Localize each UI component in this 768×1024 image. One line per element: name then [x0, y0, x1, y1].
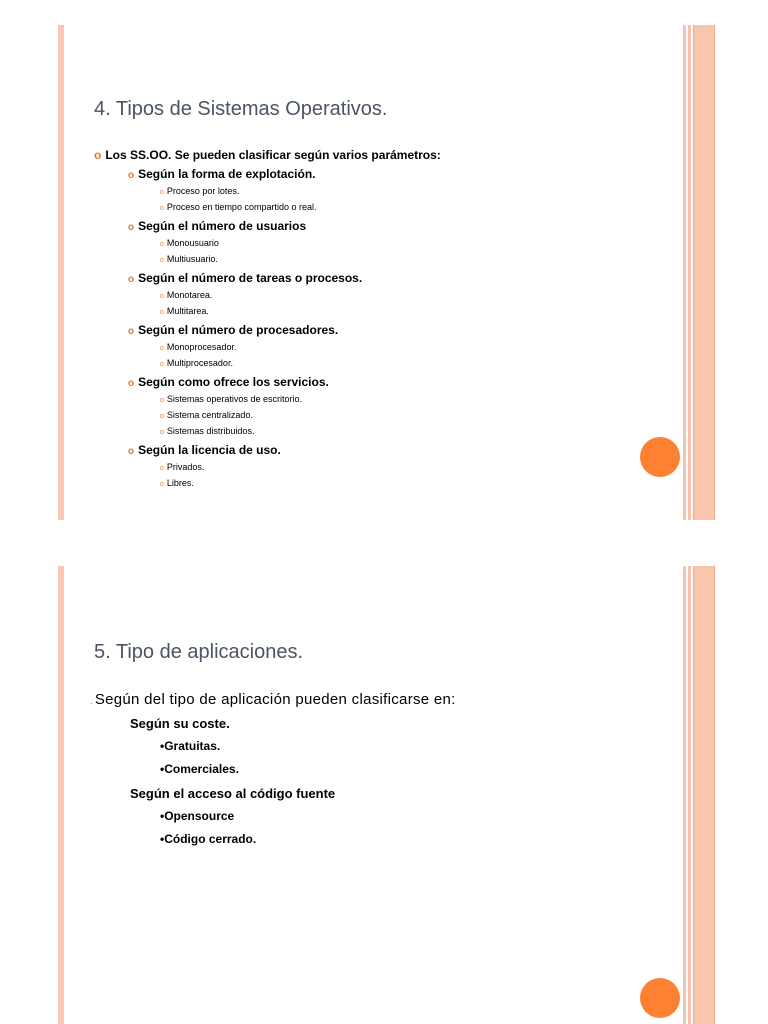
group-label: Según el número de tareas o procesos.: [138, 271, 363, 285]
circle-bullet-icon: o: [160, 257, 164, 264]
circle-bullet-icon: o: [160, 293, 164, 300]
circle-bullet-icon: o: [160, 397, 164, 404]
circle-bullet-icon: o: [94, 148, 102, 162]
list-item: [160, 184, 654, 200]
list-item: [160, 476, 654, 492]
circle-bullet-icon: o: [128, 446, 135, 457]
group-label: Según como ofrece los servicios.: [138, 375, 329, 389]
slide-title: 4. Tipos de Sistemas Operativos.: [94, 98, 388, 120]
list-item-text: Libres.: [166, 478, 194, 488]
group-items: [160, 460, 654, 492]
group-heading: [128, 270, 654, 288]
circle-bullet-icon: o: [128, 170, 135, 181]
group-heading: [128, 442, 654, 460]
intro-text: Según del tipo de aplicación pueden clasificarse en:: [94, 691, 456, 708]
group-heading: [128, 166, 654, 184]
group-items: [160, 805, 650, 851]
slide-content: [90, 690, 650, 851]
list-item-text: Monousuario: [166, 238, 219, 248]
circle-bullet-icon: o: [160, 345, 164, 352]
circle-bullet-icon: o: [160, 465, 164, 472]
circle-bullet-icon: o: [128, 326, 135, 337]
list-item: [160, 356, 654, 372]
intro-marker: .: [90, 696, 93, 706]
circle-bullet-icon: o: [160, 429, 164, 436]
group-label: Según la licencia de uso.: [138, 443, 281, 457]
application-groups: [90, 713, 650, 851]
list-item: [160, 392, 654, 408]
left-decorative-bar: [58, 25, 64, 520]
list-item: [160, 340, 654, 356]
list-item: [160, 424, 654, 440]
group-items: [160, 340, 654, 372]
classification-group: [128, 270, 654, 320]
circle-bullet-icon: o: [160, 481, 164, 488]
group-items: [160, 288, 654, 320]
list-item-text: Multiprocesador.: [166, 358, 233, 368]
list-item: [160, 236, 654, 252]
group-label: Según el número de procesadores.: [138, 323, 339, 337]
list-item: •Código cerrado.: [160, 832, 257, 846]
group-heading: Según su coste.: [130, 716, 230, 731]
list-item-text: Multitarea.: [166, 306, 209, 316]
group-items: [160, 184, 654, 216]
list-item-text: Proceso por lotes.: [166, 186, 240, 196]
group-heading: [128, 218, 654, 236]
list-item-text: Multiusuario.: [166, 254, 218, 264]
list-item: •Comerciales.: [160, 762, 239, 776]
classification-group: [128, 218, 654, 268]
group-label: Según el número de usuarios: [138, 219, 307, 233]
circle-bullet-icon: o: [160, 413, 164, 420]
group-heading: Según el acceso al código fuente: [130, 786, 336, 801]
circle-bullet-icon: o: [128, 222, 135, 233]
group-items: [160, 392, 654, 440]
circle-bullet-icon: o: [160, 361, 164, 368]
classification-group: [128, 322, 654, 372]
list-item: •Gratuitas.: [160, 739, 221, 753]
right-decorative-stripes: [680, 25, 714, 520]
classification-group: [128, 374, 654, 440]
intro-line: [90, 690, 650, 711]
list-item-text: Monotarea.: [166, 290, 213, 300]
right-decorative-stripes: [680, 566, 714, 1024]
list-item-text: Sistemas distribuidos.: [166, 426, 255, 436]
group-heading: [128, 374, 654, 392]
classification-list: [128, 166, 654, 492]
orange-circle-decoration: [640, 978, 680, 1018]
group-items: [160, 236, 654, 268]
list-item: [160, 460, 654, 476]
circle-bullet-icon: o: [160, 309, 164, 316]
classification-group: [128, 442, 654, 492]
left-decorative-bar: [58, 566, 64, 1024]
intro-text: Los SS.OO. Se pueden clasificar según varios parámetros:: [105, 148, 441, 162]
circle-bullet-icon: o: [128, 378, 135, 389]
slide-content: [94, 146, 654, 493]
group-heading: [128, 322, 654, 340]
classification-group: [128, 166, 654, 216]
list-item: •Opensource: [160, 809, 235, 823]
list-item: [160, 252, 654, 268]
slide-5-application-types: [0, 566, 768, 1024]
list-item-text: Monoprocesador.: [166, 342, 237, 352]
list-item: [160, 408, 654, 424]
circle-bullet-icon: o: [160, 189, 164, 196]
circle-bullet-icon: o: [128, 274, 135, 285]
slide-title: 5. Tipo de aplicaciones.: [94, 641, 304, 663]
group-label: Según la forma de explotación.: [138, 167, 316, 181]
list-item-text: Sistema centralizado.: [166, 410, 253, 420]
list-item-text: Sistemas operativos de escritorio.: [166, 394, 302, 404]
list-item: [160, 304, 654, 320]
list-item-text: Privados.: [166, 462, 205, 472]
list-item: [160, 200, 654, 216]
list-item-text: Proceso en tiempo compartido o real.: [166, 202, 317, 212]
list-item: [160, 288, 654, 304]
circle-bullet-icon: o: [160, 241, 164, 248]
circle-bullet-icon: o: [160, 205, 164, 212]
intro-bullet: [94, 146, 654, 164]
group-items: [160, 735, 650, 781]
